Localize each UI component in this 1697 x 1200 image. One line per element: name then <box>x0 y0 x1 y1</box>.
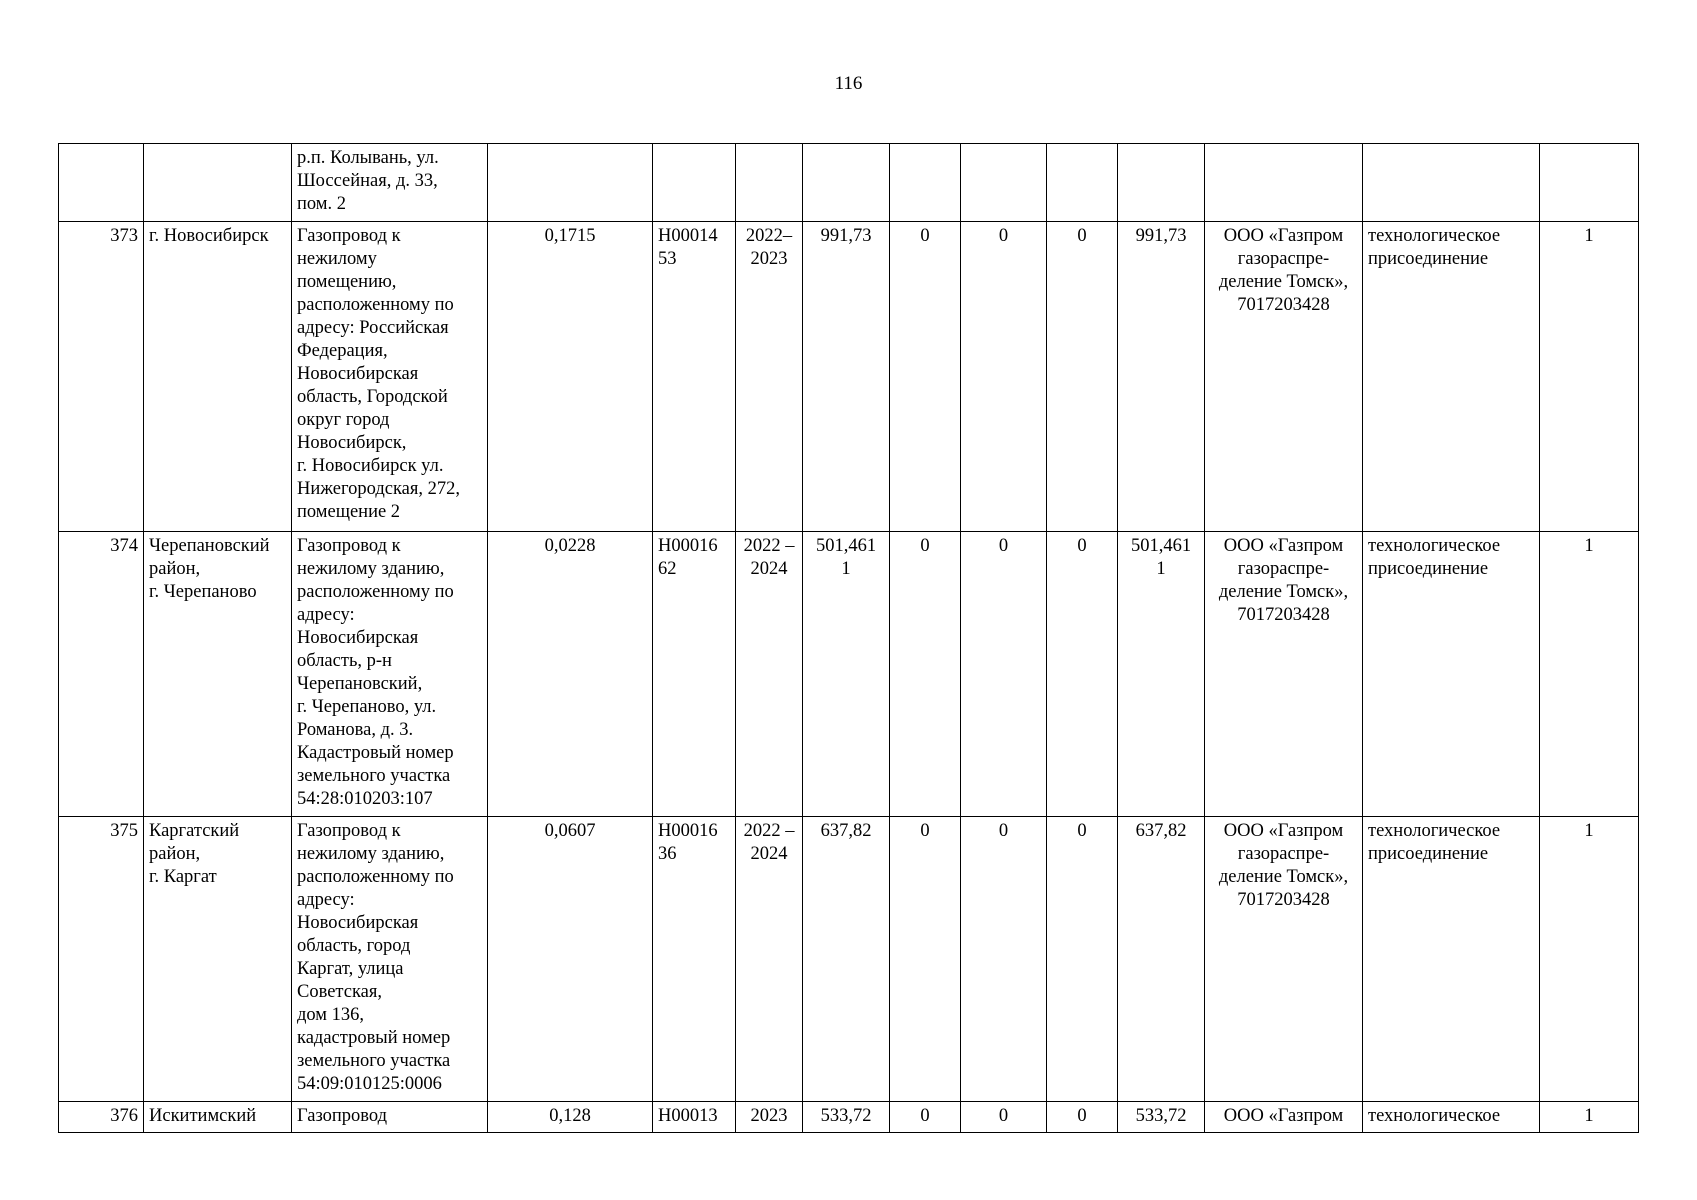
cell-purpose: технологическое присоединение <box>1363 532 1540 817</box>
cell-code: Н00016 62 <box>653 532 736 817</box>
cell-count <box>1540 144 1639 222</box>
page-number: 116 <box>834 73 863 94</box>
cell-cost-final: 533,72 <box>1118 1102 1205 1133</box>
cell-count: 1 <box>1540 817 1639 1102</box>
cell-purpose <box>1363 144 1540 222</box>
cell-value-c: 0 <box>1047 222 1118 532</box>
cell-municipality: Черепановский район, г. Черепаново <box>144 532 292 817</box>
cell-municipality: Искитимский <box>144 1102 292 1133</box>
cell-organization: ООО «Газпром газораспре- деление Томск», 7017203428 <box>1205 817 1363 1102</box>
table-row <box>59 222 1639 532</box>
table-body <box>59 144 1639 1133</box>
cell-period: 2022 – 2024 <box>736 532 803 817</box>
cell-object: Газопровод <box>292 1102 488 1133</box>
cell-period: 2023 <box>736 1102 803 1133</box>
cell-object: Газопровод к нежилому зданию, расположенному по адресу: Новосибирская область, город Каргат, улица Советская, дом 136, кадастровый номер земельного участка 54:09:010125:0006 <box>292 817 488 1102</box>
cell-number: 373 <box>59 222 144 532</box>
cell-object: р.п. Колывань, ул. Шоссейная, д. 33, пом. 2 <box>292 144 488 222</box>
cell-code: Н00013 <box>653 1102 736 1133</box>
cell-object: Газопровод к нежилому помещению, расположенному по адресу: Российская Федерация, Новосибирская область, Городской округ город Новосибирск, г. Новосибирск ул. Нижегородская, 272, помещение 2 <box>292 222 488 532</box>
cell-municipality <box>144 144 292 222</box>
cell-capacity: 0,0607 <box>488 817 653 1102</box>
cell-capacity <box>488 144 653 222</box>
cell-code: Н00016 36 <box>653 817 736 1102</box>
cell-cost-final: 637,82 <box>1118 817 1205 1102</box>
cell-value-b: 0 <box>961 532 1047 817</box>
cell-cost-final: 501,461 1 <box>1118 532 1205 817</box>
table-row <box>59 144 1639 222</box>
cell-value-a: 0 <box>890 817 961 1102</box>
table-row <box>59 817 1639 1102</box>
data-table <box>58 143 1639 1133</box>
cell-organization: ООО «Газпром газораспре- деление Томск», 7017203428 <box>1205 222 1363 532</box>
cell-period: 2022– 2023 <box>736 222 803 532</box>
cell-cost-total <box>803 144 890 222</box>
cell-value-a: 0 <box>890 222 961 532</box>
cell-value-b: 0 <box>961 1102 1047 1133</box>
cell-value-c: 0 <box>1047 532 1118 817</box>
cell-object: Газопровод к нежилому зданию, расположенному по адресу: Новосибирская область, р-н Черепановский, г. Черепаново, ул. Романова, д. 3. Кадастровый номер земельного участка 54:28:010203:107 <box>292 532 488 817</box>
cell-value-b: 0 <box>961 222 1047 532</box>
cell-value-b: 0 <box>961 817 1047 1102</box>
cell-organization: ООО «Газпром <box>1205 1102 1363 1133</box>
table-row <box>59 1102 1639 1133</box>
cell-capacity: 0,0228 <box>488 532 653 817</box>
cell-period: 2022 – 2024 <box>736 817 803 1102</box>
cell-number: 376 <box>59 1102 144 1133</box>
cell-number: 374 <box>59 532 144 817</box>
cell-cost-total: 501,461 1 <box>803 532 890 817</box>
cell-municipality: г. Новосибирск <box>144 222 292 532</box>
cell-capacity: 0,128 <box>488 1102 653 1133</box>
cell-cost-total: 533,72 <box>803 1102 890 1133</box>
cell-purpose: технологическое присоединение <box>1363 222 1540 532</box>
cell-purpose: технологическое <box>1363 1102 1540 1133</box>
cell-number <box>59 144 144 222</box>
cell-code: Н00014 53 <box>653 222 736 532</box>
cell-value-c <box>1047 144 1118 222</box>
cell-cost-total: 637,82 <box>803 817 890 1102</box>
cell-value-a: 0 <box>890 1102 961 1133</box>
cell-value-b <box>961 144 1047 222</box>
cell-cost-final <box>1118 144 1205 222</box>
cell-count: 1 <box>1540 1102 1639 1133</box>
cell-organization: ООО «Газпром газораспре- деление Томск», 7017203428 <box>1205 532 1363 817</box>
cell-count: 1 <box>1540 222 1639 532</box>
cell-organization <box>1205 144 1363 222</box>
cell-value-a: 0 <box>890 532 961 817</box>
cell-capacity: 0,1715 <box>488 222 653 532</box>
table-row <box>59 532 1639 817</box>
cell-purpose: технологическое присоединение <box>1363 817 1540 1102</box>
cell-municipality: Каргатский район, г. Каргат <box>144 817 292 1102</box>
cell-cost-total: 991,73 <box>803 222 890 532</box>
cell-value-a <box>890 144 961 222</box>
cell-value-c: 0 <box>1047 817 1118 1102</box>
cell-code <box>653 144 736 222</box>
cell-count: 1 <box>1540 532 1639 817</box>
cell-period <box>736 144 803 222</box>
cell-number: 375 <box>59 817 144 1102</box>
cell-value-c: 0 <box>1047 1102 1118 1133</box>
cell-cost-final: 991,73 <box>1118 222 1205 532</box>
